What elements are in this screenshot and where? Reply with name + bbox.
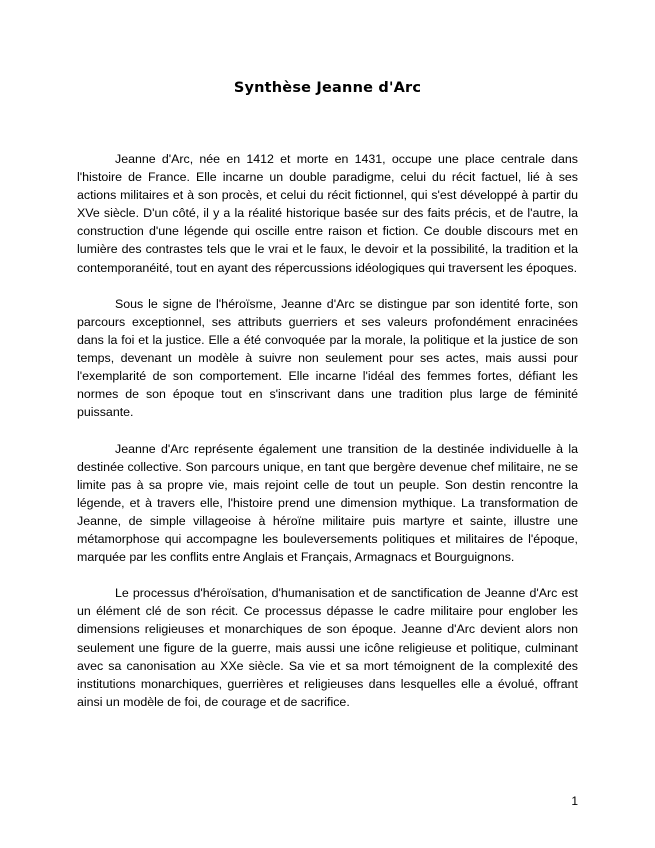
document-body xyxy=(77,150,578,729)
paragraph-3: Jeanne d'Arc représente également une transition de la destinée individuelle à la destinée collective. Son parcours unique, en tant que bergère devenue chef militaire, ne se limite pas à sa propre vie, mais rejoint celle de tout un peuple. Son destin rencontre la légende, et à travers elle, l'histoire prend une dimension mythique. La transformation de Jeanne, de simple villageoise à héroïne militaire puis martyre et sainte, illustre une métamorphose qui accompagne les bouleversements politiques et militaires de l'époque, marquée par les conflits entre Anglais et Français, Armagnacs et Bourguignons. xyxy=(77,441,578,565)
paragraph-4: Le processus d'héroïsation, d'humanisation et de sanctification de Jeanne d'Arc est un élément clé de son récit. Ce processus dépasse le cadre militaire pour englober les dimensions religieuses et monarchiques de son époque. Jeanne d'Arc devient alors non seulement une figure de la guerre, mais aussi une icône religieuse et politique, culminant avec sa canonisation au XXe siècle. Sa vie et sa mort témoignent de la complexité des institutions monarchiques, guerrières et religieuses dans lesquelles elle a évolué, offrant ainsi un modèle de foi, de courage et de sacrifice. xyxy=(77,586,578,709)
document-title: Synthèse Jeanne d'Arc xyxy=(233,80,422,96)
paragraph-2: Sous le signe de l'héroïsme, Jeanne d'Arc se distingue par son identité forte, son parcours exceptionnel, ses attributs guerriers et ses valeurs profondément enracinées dans la foi et la justice. Elle a été convoquée par la morale, la politique et la justice de son temps, devenant un modèle à suivre non seulement pour ses actes, mais aussi pour l'exemplarité de son comportement. Elle incarne l'idéal des femmes fortes, défiant les normes de son époque tout en s'inscrivant dans une tradition plus large de féminité puissante. xyxy=(77,296,578,420)
page-number: 1 xyxy=(571,794,578,808)
paragraph-1: Jeanne d'Arc, née en 1412 et morte en 1431, occupe une place centrale dans l'histoire de France. Elle incarne un double paradigme, celui du récit factuel, lié à ses actions militaires et à son procès, et celui du récit fictionnel, qui s'est développé à partir du XVe siècle. D'un côté, il y a la réalité historique basée sur des faits précis, et de l'autre, la construction d'une légende qui oscille entre raison et fiction. Ce double discours met en lumière des contrastes tels que le vrai et le faux, le devoir et la possibilité, la tradition et la contemporanéité, tout en ayant des répercussions idéologiques qui traversent les époques. xyxy=(77,152,578,275)
